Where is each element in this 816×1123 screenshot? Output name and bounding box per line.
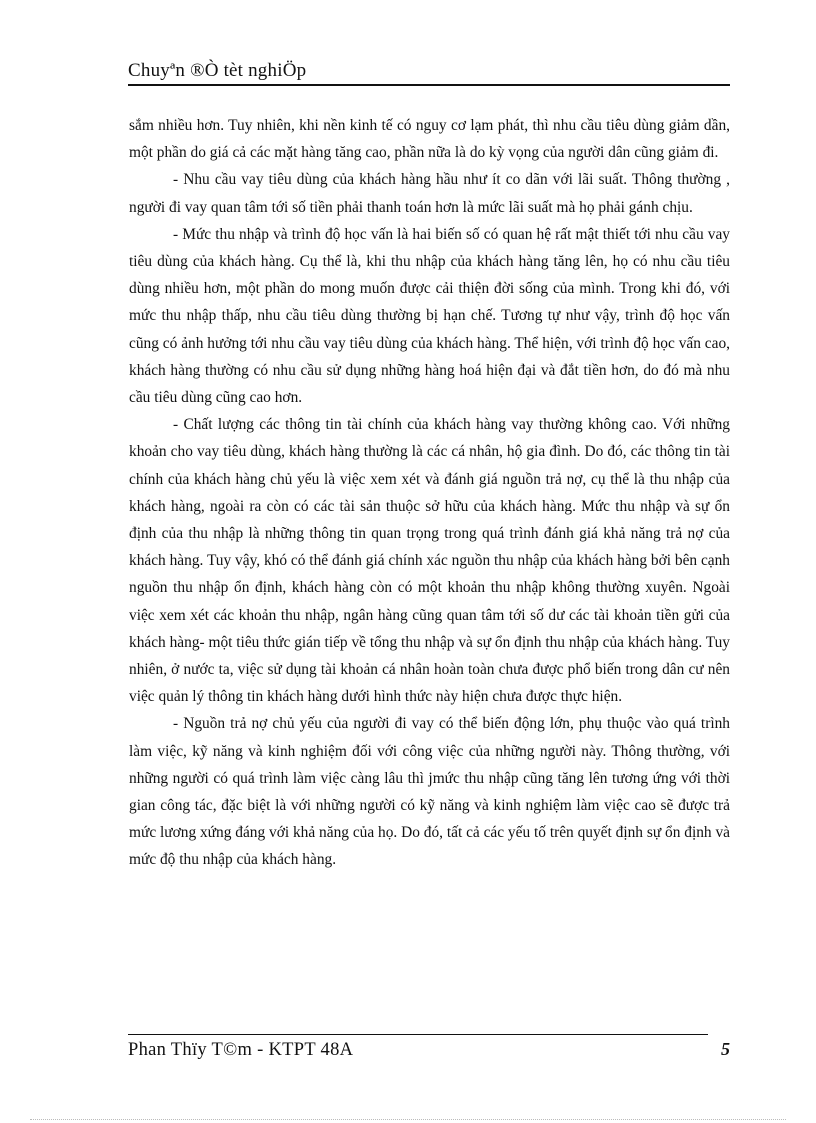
- paragraph-2: - Nhu cầu vay tiêu dùng của khách hàng hầu như ít co dãn với lãi suất. Thông thường , người đi vay quan tâm tới số tiền phải thanh toán hơn là mức lãi suất mà họ phải gánh chịu.: [129, 171, 730, 216]
- paragraph-5: - Nguồn trả nợ chủ yếu của người đi vay có thể biến động lớn, phụ thuộc vào quá trình làm việc, kỹ năng và kinh nghiệm đối với công việc của những người này. Thông thường, với những người có quá trình làm việc càng lâu thì jmức thu nhập cũng tăng lên tương ứng với thời gian công tác, đặc biệt là với những người có kỹ năng và kinh nghiệm làm việc cao sẽ được trả mức lương xứng đáng với khả năng của họ. Do đó, tất cả các yếu tố trên quyết định sự ổn định và mức độ thu nhập của khách hàng.: [129, 715, 731, 869]
- document-body: [129, 112, 730, 874]
- page-edge-divider: [30, 1119, 786, 1120]
- header-title: Chuyªn ®Ò tèt nghiÖp: [128, 60, 307, 81]
- paragraph-3: - Mức thu nhập và trình độ học vấn là hai biến số có quan hệ rất mật thiết tới nhu cầu vay tiêu dùng của khách hàng. Cụ thể là, khi thu nhập của khách hàng tăng lên, họ có nhu cầu tiêu dùng nhiều hơn, một phần do mong muốn được cải thiện đời sống của mình. Trong khi đó, với mức thu nhập thấp, nhu cầu tiêu dùng thường bị hạn chế. Tương tự như vậy, trình độ học vấn cũng có ảnh hưởng tới nhu cầu vay tiêu dùng của khách hàng. Thể hiện, với trình độ học vấn cao, khách hàng thường có nhu cầu sử dụng những hàng hoá hiện đại và đắt tiền hơn, do đó mà nhu cầu tiêu dùng cũng cao hơn.: [129, 225, 730, 407]
- footer-author: Phan Thïy T©m - KTPT 48A: [128, 1040, 354, 1060]
- header-divider: [128, 84, 730, 86]
- page-footer: [128, 1025, 730, 1065]
- footer-divider: [128, 1034, 708, 1035]
- paragraph-4: - Chất lượng các thông tin tài chính của khách hàng vay thường không cao. Với những khoản cho vay tiêu dùng, khách hàng thường là các cá nhân, hộ gia đình. Do đó, các thông tin tài chính của khách hàng chủ yếu là việc xem xét và đánh giá nguồn trả nợ, cụ thể là thu nhập của khách hàng, ngoài ra còn có các tài sản thuộc sở hữu của khách hàng. Mức thu nhập và sự ổn định của thu nhập là những thông tin quan trọng trong quá trình đánh giá khả năng trả nợ của khách hàng. Tuy vậy, khó có thể đánh giá chính xác nguồn thu nhập của khách hàng bởi bên cạnh nguồn thu nhập ổn định, khách hàng còn có một khoản thu nhập không thường xuyên. Ngoài việc xem xét các khoản thu nhập, ngân hàng cũng quan tâm tới số dư các tài khoản tiền gửi của khách hàng- một tiêu thức gián tiếp về tổng thu nhập và sự ổn định thu nhập của khách hàng. Tuy nhiên, ở nước ta, việc sử dụng tài khoản cá nhân hoàn toàn chưa được phổ biến trong dân cư nên việc quản lý thông tin khách hàng dưới hình thức này hiện chưa được thực hiện.: [129, 416, 730, 706]
- paragraph-1: sắm nhiều hơn. Tuy nhiên, khi nền kinh tế có nguy cơ lạm phát, thì nhu cầu tiêu dùng giảm dần, một phần do giá cả các mặt hàng tăng cao, phần nữa là do kỳ vọng của người dân cũng giảm đi.: [129, 117, 730, 162]
- page-header: [128, 58, 730, 84]
- page-number: 5: [721, 1039, 730, 1059]
